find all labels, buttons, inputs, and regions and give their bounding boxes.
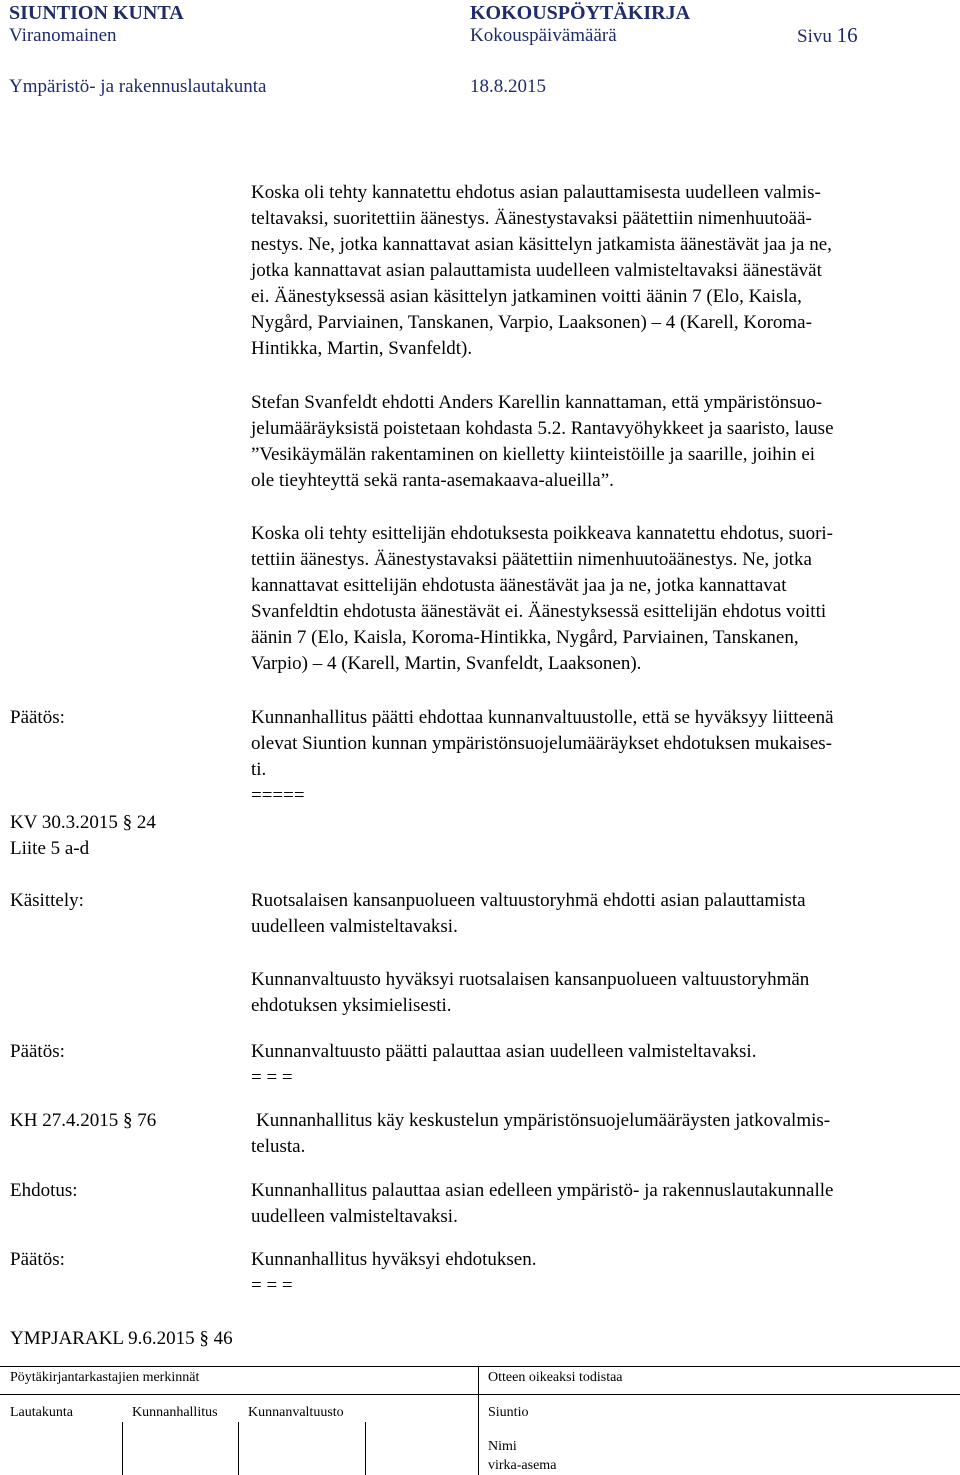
reference-kv: KV 30.3.2015 § 24 bbox=[10, 812, 156, 833]
footer-center-divider bbox=[478, 1366, 479, 1475]
paragraph-decision-kh: Kunnanhallitus päätti ehdottaa kunnanvaltuustolle, että se hyväksyy liitteenä olevat Siuntion kunnan ympäristönsuojelumääräykset ehdotuksen mukaises- ti. ===== bbox=[251, 707, 834, 806]
footer-row-divider bbox=[0, 1394, 960, 1395]
page-number: 16 bbox=[836, 23, 858, 47]
paragraph-kh-proposal: Kunnanhallitus palauttaa asian edelleen ympäristö- ja rakennuslautakunnalle uudelleen valmisteltavaksi. bbox=[251, 1180, 834, 1227]
footer-col-council: Kunnanvaltuusto bbox=[248, 1405, 344, 1420]
footer-top-border bbox=[0, 1366, 960, 1367]
reference-kh: KH 27.4.2015 § 76 bbox=[10, 1110, 157, 1131]
footer-name-label: Nimi bbox=[488, 1439, 517, 1454]
paragraph-rkp-proposal: Ruotsalaisen kansanpuolueen valtuustoryhmä ehdotti asian palauttamista uudelleen valmisteltavaksi. bbox=[251, 890, 806, 937]
reference-ympjarakl: YMPJARAKL 9.6.2015 § 46 bbox=[10, 1328, 233, 1349]
footer-col-divider-2 bbox=[238, 1422, 239, 1475]
authority-name: Ympäristö- ja rakennuslautakunta bbox=[9, 76, 267, 97]
label-decision-2: Päätös: bbox=[10, 1041, 65, 1062]
authority-label: Viranomainen bbox=[9, 25, 117, 46]
footer-col-government: Kunnanhallitus bbox=[132, 1405, 218, 1420]
label-handling: Käsittely: bbox=[10, 890, 84, 911]
signature-footer bbox=[0, 1366, 960, 1475]
document-type: KOKOUSPÖYTÄKIRJA bbox=[470, 2, 691, 24]
label-proposal: Ehdotus: bbox=[10, 1180, 78, 1201]
paragraph-kv-decision: Kunnanvaltuusto päätti palauttaa asian uudelleen valmisteltavaksi. = = = bbox=[251, 1041, 757, 1088]
footer-col-board: Lautakunta bbox=[10, 1405, 73, 1420]
paragraph-kv-approval: Kunnanvaltuusto hyväksyi ruotsalaisen kansanpuolueen valtuustoryhmän ehdotuksen yksimielisesti. bbox=[251, 969, 810, 1016]
footer-place: Siuntio bbox=[488, 1405, 529, 1420]
label-decision-3: Päätös: bbox=[10, 1249, 65, 1270]
paragraph-svanfeldt-proposal: Stefan Svanfeldt ehdotti Anders Karellin kannattaman, että ympäristönsuo- jelumääräyksistä poistetaan kohdasta 5.2. Rantavyöhykkeet ja saaristo, lause ”Vesikäymälän rakentaminen on kielletty kiinteistöille ja saarille, joihin ei ole tieyhteyttä sekä ranta-asemakaava-alueilla”. bbox=[251, 392, 834, 491]
meeting-date: 18.8.2015 bbox=[470, 76, 546, 97]
footer-title-label: virka-asema bbox=[488, 1458, 557, 1473]
paragraph-vote-return: Koska oli tehty kannatettu ehdotus asian palauttamisesta uudelleen valmis- teltavaksi, suoritettiin äänestys. Äänestystavaksi päätettiin nimenhuutoää- nestys. Ne, jotka kannattavat asian käsittelyn jatkamista äänestävät jaa ja ne, jotka kannattavat asian palauttamista uudelleen valmisteltavaksi äänestävät ei. Äänestyksessä asian käsittelyn jatkaminen voitti äänin 7 (Elo, Kaisla, Nygård, Parviainen, Tanskanen, Varpio, Laaksonen) – 4 (Karell, Koroma- Hintikka, Martin, Svanfeldt). bbox=[251, 182, 832, 359]
paragraph-kh-decision: Kunnanhallitus hyväksyi ehdotuksen. = = = bbox=[251, 1249, 537, 1296]
paragraph-kh-discussion: Kunnanhallitus käy keskustelun ympäristönsuojelumääräysten jatkovalmis- telusta. bbox=[251, 1110, 831, 1157]
paragraph-vote-proposal: Koska oli tehty esittelijän ehdotuksesta poikkeava kannatettu ehdotus, suori- tettiin äänestys. Äänestystavaksi päätettiin nimenhuutoäänestys. Ne, jotka kannattavat esittelijän ehdotusta äänestävät jaa ja ne, jotka kannattavat Svanfeldtin ehdotusta äänestävät ei. Äänestyksessä esittelijän ehdotus voitti äänin 7 (Elo, Kaisla, Koroma-Hintikka, Nygård, Parviainen, Tanskanen, Varpio) – 4 (Karell, Martin, Svanfeldt, Laaksonen). bbox=[251, 523, 834, 674]
page-label: Sivu bbox=[797, 26, 832, 47]
page-indicator bbox=[797, 23, 858, 48]
footer-checkers-label: Pöytäkirjantarkastajien merkinnät bbox=[10, 1370, 200, 1385]
attachment-label: Liite 5 a-d bbox=[10, 838, 90, 859]
footer-col-divider-1 bbox=[122, 1422, 123, 1475]
footer-col-divider-3 bbox=[365, 1422, 366, 1475]
label-decision-1: Päätös: bbox=[10, 707, 65, 728]
meeting-date-label: Kokouspäivämäärä bbox=[470, 25, 617, 46]
org-name: SIUNTION KUNTA bbox=[9, 2, 184, 24]
footer-certified-label: Otteen oikeaksi todistaa bbox=[488, 1370, 623, 1385]
